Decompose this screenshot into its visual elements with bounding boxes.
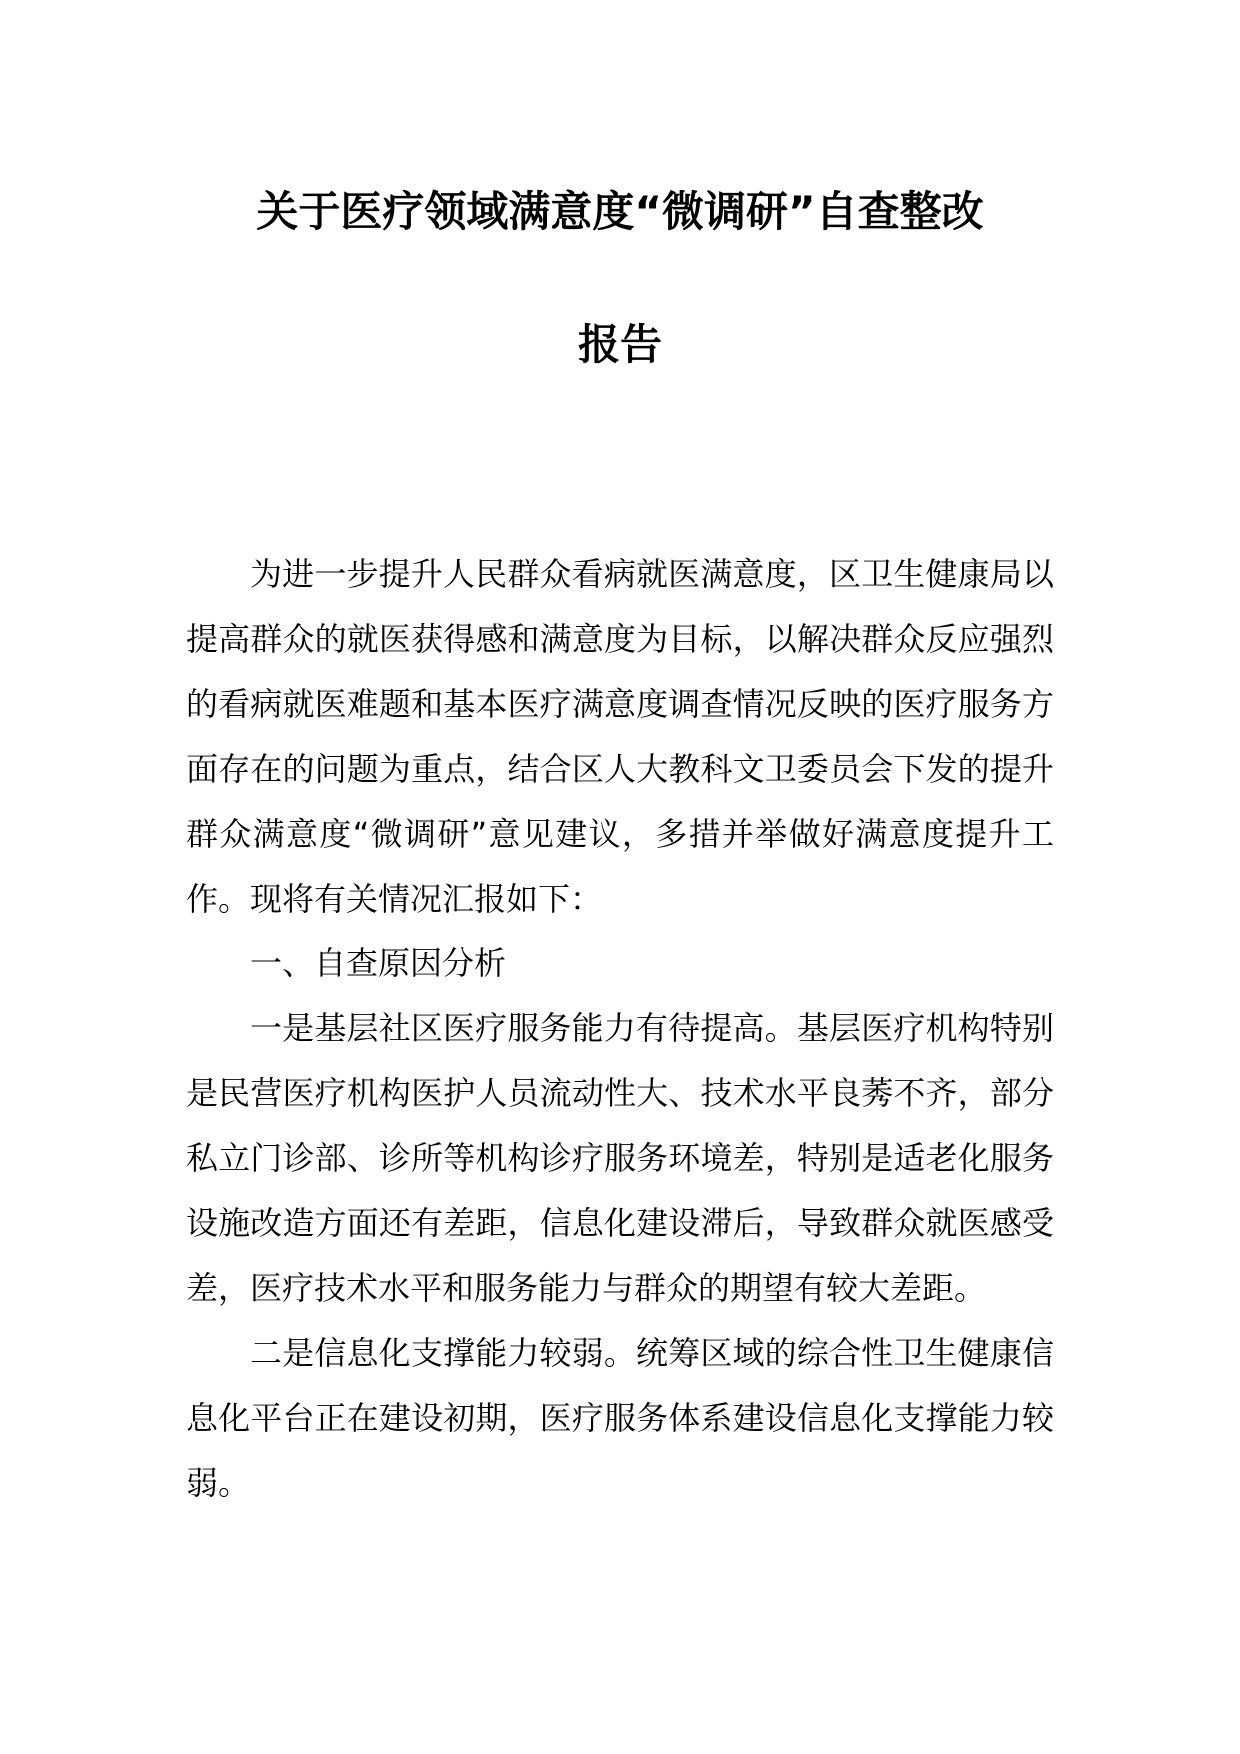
paragraph-point-two: 二是信息化支撑能力较弱。统筹区域的综合性卫生健康信息化平台正在建设初期，医疗服务体系建设信息化支撑能力较弱。 [186,1333,1054,1502]
document-title-line-2: 报告 [577,320,662,369]
document-body [186,542,1054,1516]
section-heading-self-check: 一、自查原因分析 [250,944,507,983]
paragraph-point-one: 一是基层社区医疗服务能力有待提高。基层医疗机构特别是民营医疗机构医护人员流动性大、技术水平良莠不齐，部分私立门诊部、诊所等机构诊疗服务环境差，特别是适老化服务设施改造方面还有差距，信息化建设滞后，导致群众就医感受差，医疗技术水平和服务能力与群众的期望有较大差距。 [186,1009,1054,1307]
paragraph-intro: 为进一步提升人民群众看病就医满意度，区卫生健康局以提高群众的就医获得感和满意度为目标，以解决群众反应强烈的看病就医难题和基本医疗满意度调查情况反映的医疗服务方面存在的问题为重点，结合区人大教科文卫委员会下发的提升群众满意度“微调研”意见建议，多措并举做好满意度提升工作。现将有关情况汇报如下： [186,555,1054,918]
document-title-line-1: 关于医疗领域满意度“微调研”自查整改 [256,187,984,236]
